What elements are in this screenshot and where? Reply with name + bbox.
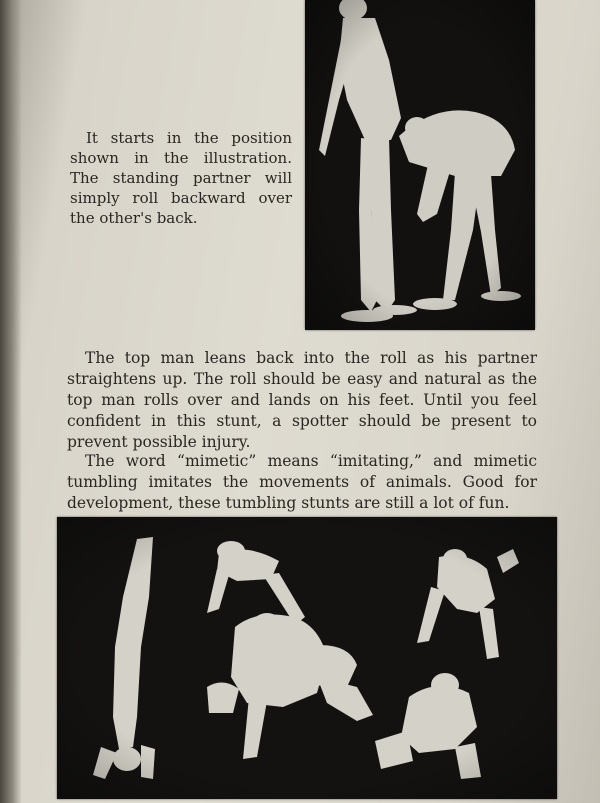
photo-backward-roll-start: [305, 0, 535, 330]
body-paragraph-roll: The top man leans back into the roll as his partner straightens up. The roll should be easy and natural as the top man rolls over and lands on his feet. Until you feel confident in this stunt, a spotter should be present to prevent possible injury.: [67, 349, 537, 451]
body-paragraph-mimetic: The word “mimetic” means “imitating,” and mimetic tumbling imitates the movements of animals. Good for development, these tumbling stunts are still a lot of fun.: [67, 452, 537, 512]
photo-mimetic-tumbling: [57, 517, 557, 799]
page-gutter-shadow: [0, 0, 22, 803]
photo-figures-tumbling-group: [57, 517, 557, 799]
intro-caption: It starts in the position shown in the illustration. The standing partner will simply roll backward over the other's back.: [70, 129, 292, 227]
photo-figures-standing-and-bent: [305, 0, 535, 330]
